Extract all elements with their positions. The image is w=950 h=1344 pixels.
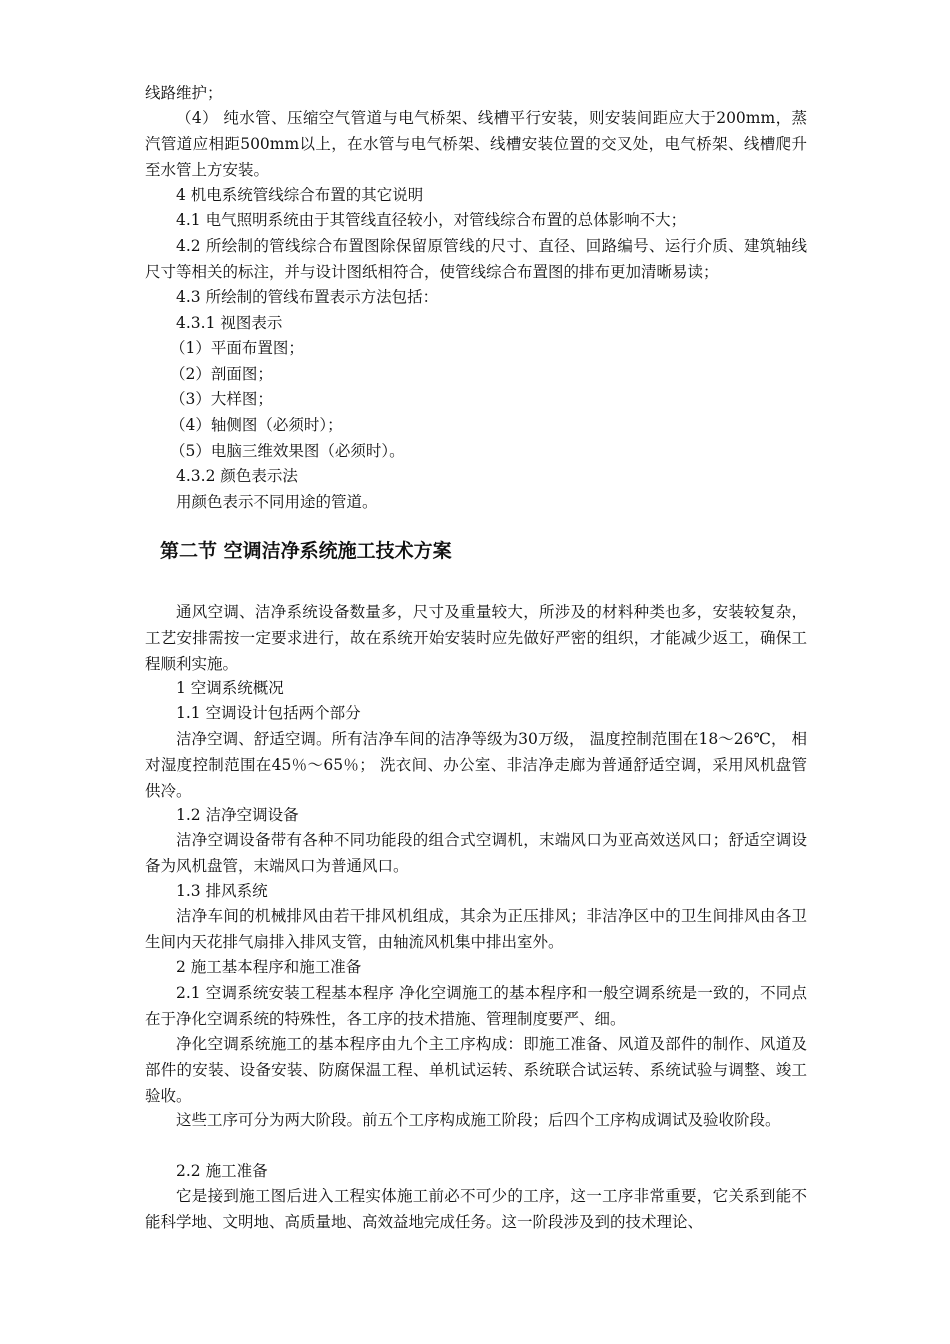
paragraph-1-3: 1.3 排风系统 [176, 882, 268, 900]
paragraph-intro: 通风空调、洁净系统设备数量多，尺寸及重量较大，所涉及的材料种类也多，安装较复杂，工艺安排需按一定要求进行，故在系统开始安装时应先做好严密的组织，才能减少返工，确保工程顺利实施。 [145, 603, 807, 673]
paragraph-4-3: 4.3 所绘制的管线布置表示方法包括： [176, 288, 439, 306]
paragraph-2-2: 2.2 施工准备 [176, 1162, 268, 1180]
paragraph-heading-4: 4 机电系统管线综合布置的其它说明 [176, 186, 424, 204]
paragraph-preparation: 它是接到施工图后进入工程实体施工前必不可少的工序，这一工序非常重要，它关系到能不能科学地、文明地、高质量地、高效益地完成任务。这一阶段涉及到的技术理论、 [145, 1187, 807, 1231]
paragraph-1-1: 1.1 空调设计包括两个部分 [176, 704, 361, 722]
section-heading: 第二节 空调洁净系统施工技术方案 [160, 540, 452, 562]
list-item-plan: （1）平面布置图； [170, 339, 304, 357]
list-item-section: （2）剖面图； [170, 365, 273, 383]
list-item-detail: （3）大样图； [170, 390, 273, 408]
paragraph-2-1: 2.1 空调系统安装工程基本程序 净化空调施工的基本程序和一般空调系统是一致的，不同点在于净化空调系统的特殊性，各工序的技术措施、管理制度要严、细。 [145, 984, 807, 1028]
paragraph-nine-steps: 净化空调系统施工的基本程序由九个主工序构成：即施工准备、风道及部件的制作、风道及部件的安装、设备安装、防腐保温工程、单机试运转、系统联合试运转、系统试验与调整、竣工验收。 [145, 1035, 807, 1105]
paragraph-4-1: 4.1 电气照明系统由于其管线直径较小，对管线综合布置的总体影响不大； [176, 211, 687, 229]
paragraph-exhaust: 洁净车间的机械排风由若干排风机组成，其余为正压排风；非洁净区中的卫生间排风由各卫生间内天花排气扇排入排风支管，由轴流风机集中排出室外。 [145, 907, 807, 951]
paragraph-clean-ac-equipment: 洁净空调设备带有各种不同功能段的组合式空调机，末端风口为亚高效送风口；舒适空调设备为风机盘管，末端风口为普通风口。 [145, 831, 807, 875]
paragraph-4-3-1: 4.3.1 视图表示 [176, 314, 283, 332]
paragraph-two-stages: 这些工序可分为两大阶段。前五个工序构成施工阶段；后四个工序构成调试及验收阶段。 [176, 1111, 781, 1129]
paragraph-clean-ac: 洁净空调、舒适空调。所有洁净车间的洁净等级为30万级， 温度控制范围在18～26℃， 相对湿度控制范围在45％～65％； 洗衣间、办公室、非洁净走廊为普通舒适空调，采用风机盘管供冷。 [145, 730, 807, 800]
list-item-axonometric: （4）轴侧图（必须时）； [170, 416, 343, 434]
paragraph-4-2: 4.2 所绘制的管线综合布置图除保留原管线的尺寸、直径、回路编号、运行介质、建筑轴线尺寸等相关的标注，并与设计图纸相符合，使管线综合布置图的排布更加清晰易读； [145, 237, 807, 281]
paragraph-line-maintenance: 线路维护； [145, 84, 223, 102]
paragraph-4-3-2: 4.3.2 颜色表示法 [176, 467, 298, 485]
paragraph-pipe-spacing: （4） 纯水管、压缩空气管道与电气桥架、线槽平行安装，则安装间距应大于200mm，蒸汽管道应相距500mm以上，在水管与电气桥架、线槽安装位置的交叉处，电气桥架、线槽爬升至水管上方安装。 [145, 109, 807, 179]
paragraph-color-method: 用颜色表示不同用途的管道。 [176, 493, 378, 511]
list-item-3d: （5）电脑三维效果图（必须时）。 [170, 442, 405, 460]
paragraph-heading-1: 1 空调系统概况 [176, 679, 284, 697]
paragraph-1-2: 1.2 洁净空调设备 [176, 806, 299, 824]
paragraph-heading-2: 2 施工基本程序和施工准备 [176, 958, 362, 976]
